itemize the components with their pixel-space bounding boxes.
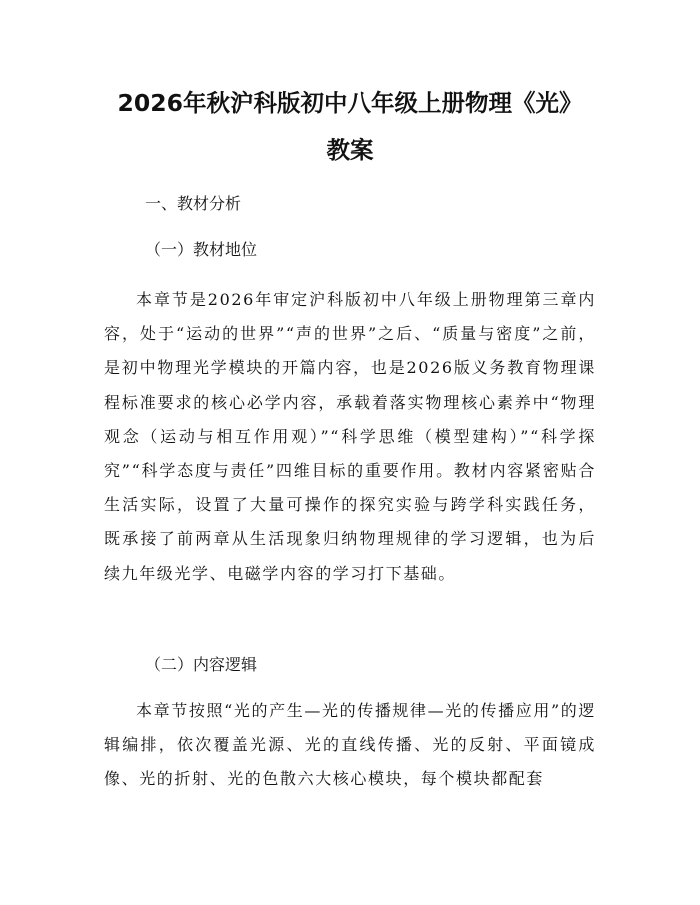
paragraph-textbook-position: 本章节是2026年审定沪科版初中八年级上册物理第三章内容，处于“运动的世界”“声的世界”之后、“质量与密度”之前，是初中物理光学模块的开篇内容，也是2026版义务教育物理课程标准要求的核心必学内容，承载着落实物理核心素养中“物理观念（运动与相互作用观）”“科学思维（模型建构）”“科学探究”“科学态度与责任”四维目标的重要作用。教材内容紧密贴合生活实际，设置了大量可操作的探究实验与跨学科实践任务，既承接了前两章从生活现象归纳物理规律的学习逻辑，也为后续九年级光学、电磁学内容的学习打下基础。 <box>104 290 596 583</box>
paragraph-content-logic: 本章节按照“光的产生—光的传播规律—光的传播应用”的逻辑编排，依次覆盖光源、光的直线传播、光的反射、平面镜成像、光的折射、光的色散六大核心模块，每个模块都配套 <box>104 701 596 789</box>
document-title-line1: 2026年秋沪科版初中八年级上册物理《光》 <box>117 89 583 117</box>
subsection-heading-content-logic: （二）内容逻辑 <box>145 655 258 674</box>
document-title-line2: 教案 <box>326 136 374 164</box>
section-heading-textbook-analysis: 一、教材分析 <box>145 194 242 213</box>
subsection-heading-textbook-position: （一）教材地位 <box>145 240 258 259</box>
